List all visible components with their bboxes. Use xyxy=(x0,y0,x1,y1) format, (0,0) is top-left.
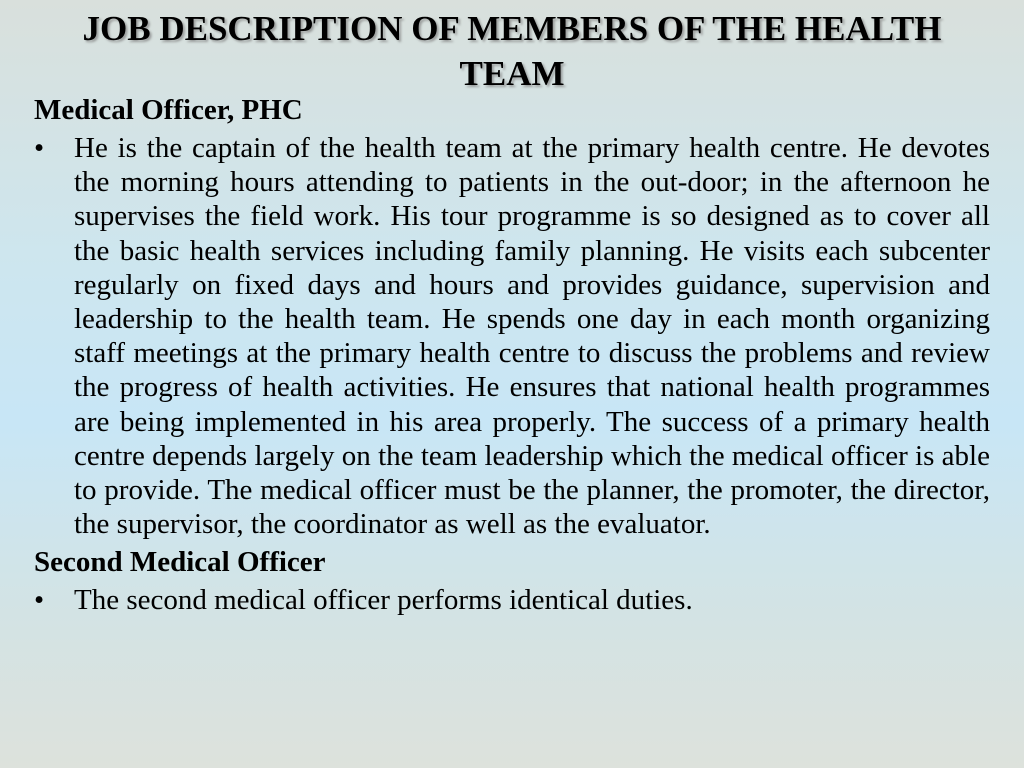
section-heading-medical-officer: Medical Officer, PHC xyxy=(34,94,303,126)
section-heading-second-medical-officer: Second Medical Officer xyxy=(34,546,326,579)
bullet-icon: • xyxy=(34,584,45,617)
bullet-text: The second medical officer performs identical duties. xyxy=(74,584,693,617)
bullet-medical-officer-duties xyxy=(34,131,990,541)
slide-title: JOB DESCRIPTION OF MEMBERS OF THE HEALTH TEAM xyxy=(82,9,942,93)
bullet-text: He is the captain of the health team at the primary health centre. He devotes the morning hours attending to patients in the out-door; in the afternoon he supervises the field work. His tour programme is so designed as to cover all the basic health services including family planning. He visits each subcenter regularly on fixed days and hours and provides guidance, supervision and leadership to the health team. He spends one day in each month organizing staff meetings at the primary health centre to discuss the problems and review the progress of health activities. He ensures that national health programmes are being implemented in his area properly. The success of a primary health centre depends largely on the team leadership which the medical officer is able to provide. The medical officer must be the planner, the promoter, the director, the supervisor, the coordinator as well as the evaluator. xyxy=(74,132,990,541)
bullet-icon: • xyxy=(34,132,45,164)
slide-content xyxy=(34,93,990,622)
bullet-second-medical-officer-duties xyxy=(34,583,990,617)
